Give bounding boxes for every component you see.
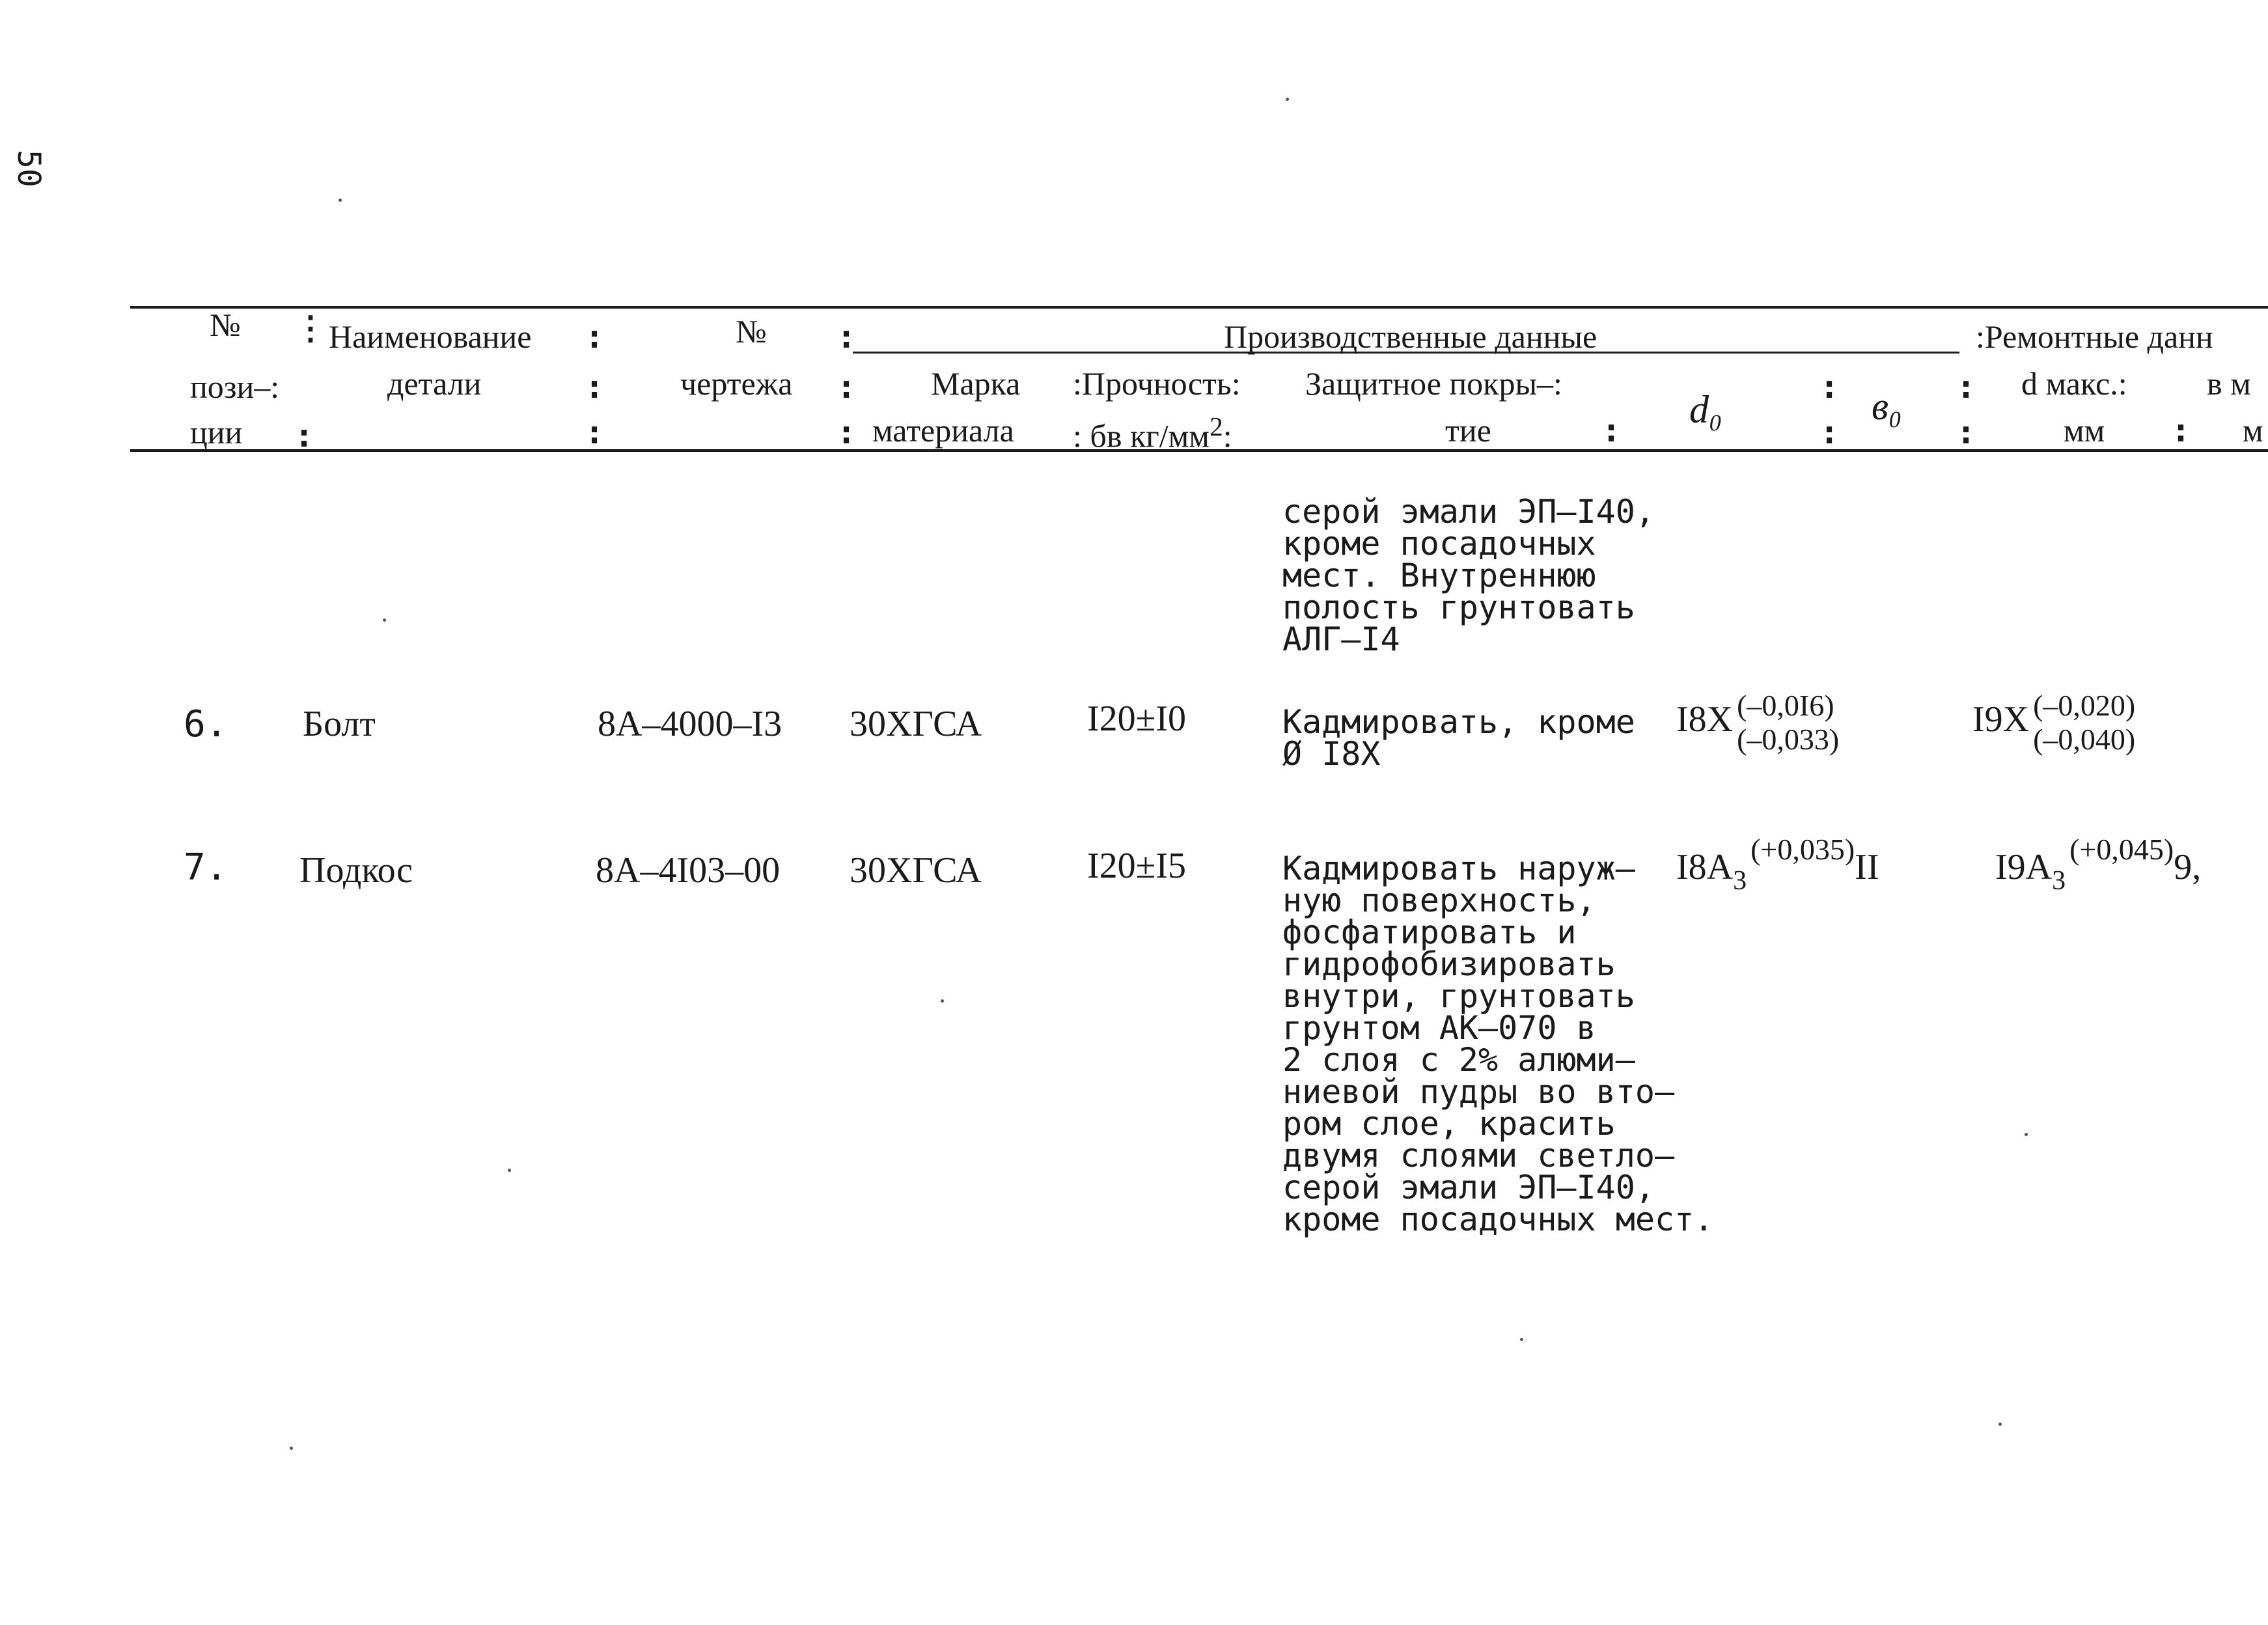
row-d0: $I8А_3^{(+0,035)}II$ — [1676, 833, 1879, 896]
scan-speck — [941, 999, 944, 1003]
row-position: 7. — [184, 846, 228, 889]
scan-speck — [1520, 1338, 1523, 1341]
row-coating: Кадмировать наруж– ную поверхность, фосфатировать и гидрофобизировать внутри, грунтовать грунтом АК–070 в 2 слоя с 2% алюми– ниевой пудры во вто– ром слое, красить двумя слоями светло– серой эмали ЭП–I40, кроме посадочных мест. — [1282, 850, 1714, 1238]
row-strength: I20±I0 — [1087, 699, 1187, 739]
scan-speck — [1286, 98, 1289, 101]
row-d0: I8X (–0,0I6) (–0,033) — [1676, 689, 1840, 756]
scan-speck — [1998, 1423, 2002, 1426]
page-number: 50 — [10, 150, 47, 188]
header-separator: : — [837, 318, 857, 355]
row-material: 30ХГСА — [850, 850, 982, 891]
header-coating-line1: Защитное покры–: — [1305, 365, 1562, 402]
header-name-line2: детали — [387, 365, 482, 402]
header-material-line1: Марка — [931, 365, 1021, 402]
header-production-data: Производственные данные — [1224, 318, 1597, 355]
header-repair-data: :Ремонтные данн — [1976, 318, 2213, 355]
row-part-name: Подкос — [299, 850, 413, 891]
header-coating-line2: тие — [1445, 412, 1491, 449]
header-strength-line2: : бв $кг/мм^2$: — [1073, 412, 1232, 454]
header-separator: : — [1956, 368, 1976, 406]
row-strength: I20±I5 — [1087, 846, 1187, 886]
scan-speck — [383, 618, 386, 622]
row-position: 6. — [184, 703, 228, 745]
header-bm-unit: м — [2243, 412, 2263, 449]
scan-speck — [508, 1169, 511, 1172]
header-b0: в₀ — [1872, 385, 1902, 428]
header-separator: : — [294, 417, 314, 454]
header-strength-line1: :Прочность: — [1073, 365, 1241, 402]
scan-speck — [290, 1447, 293, 1450]
header-separator: : — [2171, 411, 2191, 449]
header-separator: : — [837, 368, 857, 406]
header-bm: в м — [2207, 365, 2251, 402]
scan-speck — [2025, 1133, 2028, 1136]
coating-continuation: серой эмали ЭП–I40, кроме посадочных мест. Внутреннюю полость грунтовать АЛГ–I4 — [1282, 493, 1655, 658]
row-drawing-number: 8А–4I03–00 — [596, 850, 781, 891]
scan-speck — [339, 199, 342, 202]
header-separator: ⋮ — [294, 309, 327, 347]
header-separator: : — [1819, 413, 1840, 451]
header-separator: : — [585, 413, 605, 451]
row-part-name: Болт — [303, 704, 376, 744]
header-no-symbol: № — [210, 307, 241, 343]
header-d0: d₀ — [1689, 388, 1722, 431]
header-separator: : — [837, 413, 857, 451]
header-separator: : — [1601, 411, 1622, 449]
header-position-line1: пози–: — [190, 368, 280, 405]
row-dmax: $I9А_3^{(+0,045)}9$, — [1995, 833, 2202, 896]
header-separator: : — [1956, 413, 1976, 451]
table-top-rule — [130, 306, 2268, 309]
row-material: 30ХГСА — [850, 704, 982, 744]
header-dmax-unit: мм — [2064, 412, 2105, 449]
header-dmax: d макс.: — [2021, 365, 2127, 402]
row-dmax: I9X (–0,020) (–0,040) — [1972, 689, 2136, 756]
header-drawing-label: чертежа — [680, 365, 793, 402]
header-name-line1: Наименование — [329, 318, 532, 355]
header-separator: : — [585, 368, 605, 406]
header-drawing-no: № — [736, 313, 767, 350]
header-separator: : — [585, 318, 605, 355]
header-material-line2: материала — [872, 412, 1014, 449]
row-drawing-number: 8А–4000–I3 — [598, 704, 782, 744]
row-coating: Кадмировать, кроме Ø I8X — [1282, 703, 1635, 773]
header-position-line2: ции — [190, 414, 243, 451]
header-separator: : — [1819, 368, 1840, 406]
